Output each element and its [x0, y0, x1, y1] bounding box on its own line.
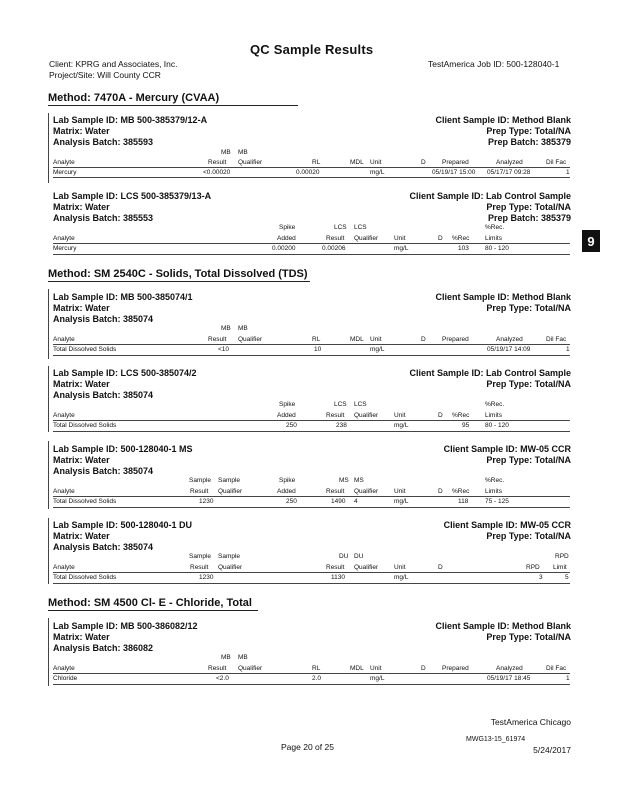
col-header: Prepared	[442, 159, 469, 166]
row-unit: mg/L	[394, 422, 409, 429]
row-analyzed: 05/19/17 14:09	[487, 346, 531, 353]
col-header: Result	[326, 564, 345, 571]
prep-type: Prep Type: Total/NA	[486, 531, 571, 541]
row-result: 0.00206	[322, 245, 346, 252]
method-rule	[48, 281, 310, 282]
lab-sample-id: Lab Sample ID: MB 500-386082/12	[53, 621, 198, 631]
col-header: D	[438, 488, 443, 495]
matrix: Matrix: Water	[53, 303, 110, 313]
row-analyte: Chloride	[53, 675, 78, 682]
row-unit: mg/L	[370, 346, 385, 353]
row-rl: 10	[314, 346, 322, 353]
lab-sample-id: Lab Sample ID: MB 500-385074/1	[53, 292, 193, 302]
row-dilfac: 1	[566, 675, 570, 682]
col-header: D	[438, 564, 443, 571]
row-analyte: Mercury	[53, 169, 77, 176]
col-header: %Rec	[452, 488, 470, 495]
col-top-label: Sample	[189, 553, 212, 560]
col-header: Unit	[370, 159, 382, 166]
matrix: Matrix: Water	[53, 202, 110, 212]
method-title: Method: 7470A - Mercury (CVAA)	[48, 92, 220, 104]
row-analyte: Total Dissolved Solids	[53, 498, 117, 505]
block-bracket	[48, 618, 49, 686]
row-rec: 118	[458, 498, 469, 505]
row-rule	[53, 684, 570, 685]
col-header: Limits	[485, 235, 502, 242]
col-header: Qualifier	[354, 564, 379, 571]
col-top-label: MB	[221, 325, 231, 332]
col-header: D	[438, 235, 443, 242]
lab-sample-id: Lab Sample ID: 500-128040-1 MS	[53, 444, 193, 454]
row-result: <10	[218, 346, 230, 353]
col-header: Added	[277, 488, 296, 495]
row-dilfac: 1	[566, 346, 570, 353]
col-header: Result	[326, 488, 345, 495]
col-top-label: MS	[339, 477, 349, 484]
client-sample-id: Client Sample ID: Method Blank	[435, 292, 571, 302]
block-bracket	[48, 518, 49, 584]
row-limits: 75 - 125	[485, 498, 509, 505]
row-result: 238	[336, 422, 347, 429]
col-top-label: DU	[354, 553, 364, 560]
row-rpd: 3	[539, 574, 543, 581]
col-header: Limits	[485, 488, 502, 495]
col-header: Unit	[370, 336, 382, 343]
analysis-batch: Analysis Batch: 385593	[53, 137, 154, 147]
col-header: RPD	[526, 564, 540, 571]
matrix: Matrix: Water	[53, 126, 110, 136]
col-top-label: RPD	[555, 553, 569, 560]
col-header: Qualifier	[218, 564, 243, 571]
lab-sample-id: Lab Sample ID: 500-128040-1 DU	[53, 520, 193, 530]
method-title: Method: SM 2540C - Solids, Total Dissolved (TDS)	[48, 268, 308, 280]
col-header: Result	[326, 412, 345, 419]
header-rule	[53, 420, 570, 421]
row-analyte: Total Dissolved Solids	[53, 422, 117, 429]
header-rule	[53, 673, 570, 674]
analysis-batch: Analysis Batch: 385074	[53, 390, 154, 400]
col-top-label: Sample	[189, 477, 212, 484]
col-header: D	[421, 159, 426, 166]
col-header: Qualifier	[238, 159, 263, 166]
col-top-label: %Rec.	[485, 477, 505, 484]
header-rule	[53, 496, 570, 497]
col-header: Added	[277, 235, 296, 242]
col-header: Result	[326, 235, 345, 242]
section-tab-marker: 9	[582, 230, 600, 252]
col-header: Dil Fac	[546, 665, 567, 672]
method-rule	[48, 105, 298, 106]
col-header: Dil Fac	[546, 159, 567, 166]
col-header: Unit	[394, 235, 406, 242]
prep-batch: Prep Batch: 385379	[487, 137, 571, 147]
col-header: Qualifier	[238, 336, 263, 343]
row-rl: 2.0	[312, 675, 322, 682]
col-header: RL	[312, 665, 321, 672]
row-rl: 0.00020	[296, 169, 320, 176]
col-top-label: LCS	[334, 224, 347, 231]
col-header: Dil Fac	[546, 336, 567, 343]
matrix: Matrix: Water	[53, 455, 110, 465]
row-rec: 103	[458, 245, 469, 252]
col-header: Unit	[370, 665, 382, 672]
col-top-label: Spike	[279, 224, 296, 231]
row-rpd-limit: 5	[565, 574, 569, 581]
row-result: <2.0	[216, 675, 229, 682]
header-rule	[53, 243, 570, 244]
matrix: Matrix: Water	[53, 379, 110, 389]
col-header: Analyte	[53, 336, 75, 343]
row-analyte: Mercury	[53, 245, 77, 252]
page-number: Page 20 of 25	[281, 742, 334, 752]
analysis-batch: Analysis Batch: 386082	[53, 643, 154, 653]
method-title: Method: SM 4500 Cl- E - Chloride, Total	[48, 597, 252, 609]
report-date: 5/24/2017	[533, 745, 571, 755]
prep-type: Prep Type: Total/NA	[486, 126, 571, 136]
job-id: TestAmerica Job ID: 500-128040-1	[428, 59, 560, 69]
header-rule	[53, 572, 570, 573]
col-header: Result	[190, 488, 209, 495]
col-header: %Rec	[452, 235, 470, 242]
block-bracket	[48, 113, 49, 183]
page-title: QC Sample Results	[250, 42, 374, 57]
row-spike-added: 0.00200	[272, 245, 296, 252]
prep-type: Prep Type: Total/NA	[486, 379, 571, 389]
row-analyte: Total Dissolved Solids	[53, 346, 117, 353]
col-header: Result	[208, 665, 227, 672]
method-rule	[48, 610, 258, 611]
header-rule	[53, 167, 570, 168]
row-sample-result: 1230	[199, 498, 214, 505]
row-du-result: 1130	[331, 574, 345, 581]
row-prepared: 05/19/17 15:00	[432, 169, 476, 176]
row-ms-qualifier: 4	[354, 498, 358, 505]
row-analyzed: 05/17/17 09:28	[487, 169, 531, 176]
client-sample-id: Client Sample ID: Lab Control Sample	[409, 191, 571, 201]
analysis-batch: Analysis Batch: 385074	[53, 542, 154, 552]
col-top-label: MB	[221, 149, 231, 156]
row-unit: mg/L	[370, 675, 385, 682]
client-name: Client: KPRG and Associates, Inc.	[49, 59, 178, 69]
row-dilfac: 1	[566, 169, 570, 176]
col-header: Prepared	[442, 336, 469, 343]
col-header: Unit	[394, 564, 406, 571]
row-limits: 80 - 120	[485, 245, 509, 252]
prep-type: Prep Type: Total/NA	[486, 632, 571, 642]
lab-sample-id: Lab Sample ID: LCS 500-385074/2	[53, 368, 197, 378]
col-header: Unit	[394, 412, 406, 419]
col-header: Result	[208, 159, 227, 166]
prep-type: Prep Type: Total/NA	[486, 303, 571, 313]
client-sample-id: Client Sample ID: Method Blank	[435, 621, 571, 631]
header-rule	[53, 344, 570, 345]
col-header: MDL	[350, 665, 364, 672]
col-top-label: Spike	[279, 477, 296, 484]
col-header: MDL	[350, 336, 364, 343]
analysis-batch: Analysis Batch: 385074	[53, 466, 154, 476]
row-rule	[53, 583, 570, 584]
col-header: %Rec	[452, 412, 470, 419]
col-header: RL	[312, 159, 321, 166]
col-header: Prepared	[442, 665, 469, 672]
row-unit: mg/L	[370, 169, 385, 176]
col-header: Analyzed	[496, 336, 523, 343]
col-header: Analyte	[53, 564, 75, 571]
col-header: Analyte	[53, 412, 75, 419]
col-top-label: MS	[354, 477, 364, 484]
col-header: MDL	[350, 159, 364, 166]
col-header: Unit	[394, 488, 406, 495]
row-rule	[53, 431, 570, 432]
row-unit: mg/L	[394, 574, 409, 581]
project-site: Project/Site: Will County CCR	[49, 70, 161, 80]
col-header: Qualifier	[354, 412, 379, 419]
row-analyzed: 05/19/17 18:45	[487, 675, 531, 682]
col-top-label: LCS	[354, 401, 367, 408]
row-rule	[53, 254, 570, 255]
row-limits: 80 - 120	[485, 422, 509, 429]
col-header: Limit	[553, 564, 567, 571]
col-header: Analyte	[53, 488, 75, 495]
col-header: Analyzed	[496, 665, 523, 672]
row-spike-added: 250	[286, 498, 297, 505]
col-top-label: MB	[238, 325, 248, 332]
col-header: Analyzed	[496, 159, 523, 166]
footer-lab-name: TestAmerica Chicago	[490, 717, 571, 727]
col-top-label: Spike	[279, 401, 296, 408]
analysis-batch: Analysis Batch: 385074	[53, 314, 154, 324]
col-header: Analyte	[53, 235, 75, 242]
col-header: Result	[208, 336, 227, 343]
col-header: RL	[312, 336, 321, 343]
col-header: Analyte	[53, 665, 75, 672]
prep-type: Prep Type: Total/NA	[486, 202, 571, 212]
row-rule	[53, 177, 570, 178]
col-header: Qualifier	[354, 488, 379, 495]
col-top-label: LCS	[354, 224, 367, 231]
row-result: <0.00020	[203, 169, 231, 176]
col-top-label: DU	[339, 553, 349, 560]
col-top-label: Sample	[218, 553, 241, 560]
client-sample-id: Client Sample ID: Method Blank	[435, 115, 571, 125]
client-sample-id: Client Sample ID: Lab Control Sample	[409, 368, 571, 378]
col-top-label: MB	[238, 149, 248, 156]
col-header: Qualifier	[354, 235, 379, 242]
col-header: Added	[277, 412, 296, 419]
col-header: D	[421, 336, 426, 343]
prep-type: Prep Type: Total/NA	[486, 455, 571, 465]
analysis-batch: Analysis Batch: 385553	[53, 213, 154, 223]
col-header: Qualifier	[218, 488, 243, 495]
block-bracket	[48, 366, 49, 432]
col-header: Analyte	[53, 159, 75, 166]
row-unit: mg/L	[394, 245, 409, 252]
row-rule	[53, 507, 570, 508]
col-top-label: MB	[221, 654, 231, 661]
col-top-label: LCS	[334, 401, 347, 408]
matrix: Matrix: Water	[53, 632, 110, 642]
row-spike-added: 250	[286, 422, 297, 429]
row-ms-result: 1490	[331, 498, 346, 505]
row-analyte: Total Dissolved Solids	[53, 574, 117, 581]
row-unit: mg/L	[394, 498, 409, 505]
col-top-label: Sample	[218, 477, 241, 484]
col-header: Result	[190, 564, 209, 571]
row-sample-result: 1230	[199, 574, 214, 581]
block-bracket	[48, 289, 49, 359]
prep-batch: Prep Batch: 385379	[487, 213, 571, 223]
row-rule	[53, 355, 570, 356]
lab-sample-id: Lab Sample ID: LCS 500-385379/13-A	[53, 191, 212, 201]
client-sample-id: Client Sample ID: MW-05 CCR	[443, 444, 571, 454]
col-header: D	[421, 665, 426, 672]
col-header: Limits	[485, 412, 502, 419]
document-id: MWG13-15_61974	[466, 736, 526, 743]
col-header: Qualifier	[238, 665, 263, 672]
lab-sample-id: Lab Sample ID: MB 500-385379/12-A	[53, 115, 208, 125]
col-top-label: %Rec.	[485, 224, 505, 231]
matrix: Matrix: Water	[53, 531, 110, 541]
client-sample-id: Client Sample ID: MW-05 CCR	[443, 520, 571, 530]
col-header: D	[438, 412, 443, 419]
col-top-label: MB	[238, 654, 248, 661]
col-top-label: %Rec.	[485, 401, 505, 408]
block-bracket	[48, 441, 49, 509]
row-rec: 95	[462, 422, 470, 429]
